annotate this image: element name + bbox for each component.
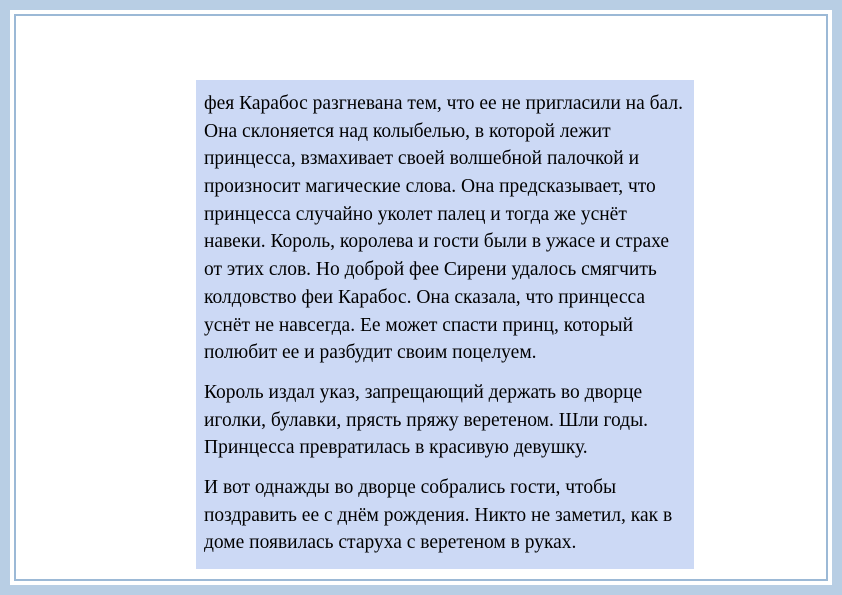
paragraph-2: Король издал указ, запрещающий держать во дворце иголки, булавки, прясть пряжу веретеном. Шли годы. Принцесса превратилась в красивую девушку. xyxy=(204,381,649,459)
paragraph-1: фея Карабос разгневана тем, что ее не пригласили на бал. Она склоняется над колыбелью, в которой лежит принцесса, взмахивает своей волшебной палочкой и произносит магические слова. Она предсказывает, что принцесса случайно уколет палец и тогда же уснёт навеки. Король, королева и гости были в ужасе и страхе от этих слов. Но доброй фее Сирени удалось смягчить колдовство феи Карабос. Она сказала, что принцесса уснёт не навсегда. Ее может спасти принц, который полюбит ее и разбудит своим поцелуем. xyxy=(204,93,683,364)
text-content-block xyxy=(196,80,694,569)
paragraph-3: И вот однажды во дворце собрались гости, чтобы поздравить ее с днём рождения. Никто не заметил, как в доме появилась старуха с веретеном в руках. xyxy=(204,476,673,554)
